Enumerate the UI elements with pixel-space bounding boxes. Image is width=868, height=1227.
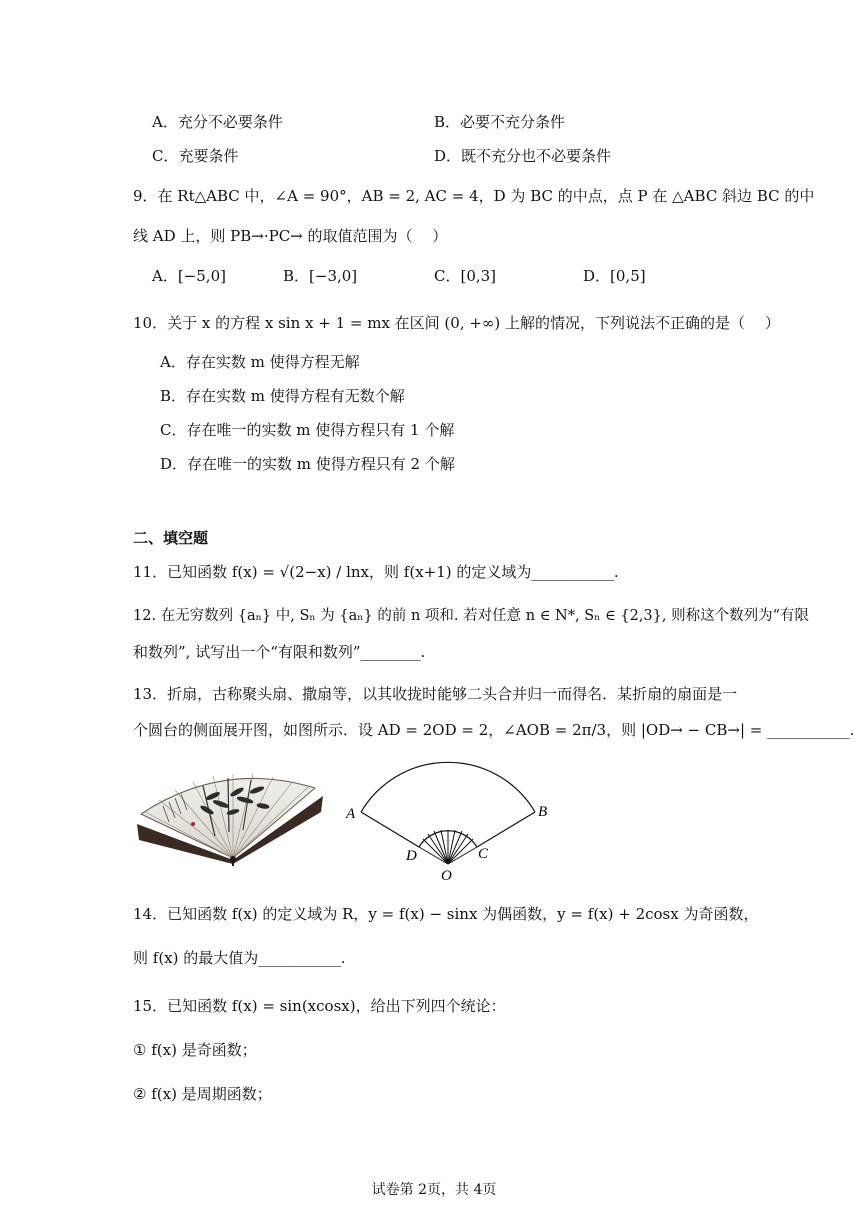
- q15-item-2: ② f(x) 是周期函数；: [133, 1085, 272, 1103]
- q8-option-a: A．充分不必要条件: [152, 113, 283, 131]
- q15-stem: 15．已知函数 f(x) = sin(xcosx)，给出下列四个统论：: [133, 997, 506, 1015]
- q10-option-b: B．存在实数 m 使得方程有无数个解: [160, 387, 405, 405]
- label-a: A: [346, 806, 356, 822]
- q10-option-c: C．存在唯一的实数 m 使得方程只有 1 个解: [160, 421, 455, 439]
- q14-stem-line1: 14．已知函数 f(x) 的定义域为 R，y = f(x) − sinx 为偶函数，y = f(x) + 2cosx 为奇函数，: [133, 905, 759, 923]
- label-c: C: [478, 846, 489, 862]
- q10-option-d: D．存在唯一的实数 m 使得方程只有 2 个解: [160, 455, 455, 473]
- q13-stem-line1: 13．折扇，古称聚头扇、撒扇等，以其收拢时能够二头合并归一而得名．某折扇的扇面是一: [133, 685, 738, 703]
- q8-option-c: C．充要条件: [152, 147, 239, 165]
- label-d: D: [406, 848, 417, 864]
- page-footer: 试卷第 2页，共 4页: [371, 1182, 497, 1198]
- q15-item-1: ① f(x) 是奇函数；: [133, 1041, 257, 1059]
- folding-fan-photo: [133, 766, 328, 866]
- section-title: 二、填空题: [133, 529, 209, 547]
- q9-option-c: C．[0,3]: [434, 267, 497, 285]
- q9-stem-line2: 线 AD 上，则 PB→·PC→ 的取值范围为（ ）: [133, 227, 448, 245]
- outer-arc: [361, 762, 535, 812]
- q13-stem-line2: 个圆台的侧面展开图，如图所示．设 AD = 2OD = 2，∠AOB = 2π/3，则 |OD→ − CB→| = ___________.: [133, 721, 855, 739]
- q10-stem: 10．关于 x 的方程 x sin x + 1 = mx 在区间 (0, +∞) 上解的情况，下列说法不正确的是（ ）: [133, 314, 780, 332]
- q10-option-a: A．存在实数 m 使得方程无解: [160, 353, 360, 371]
- q12-stem-line2: 和数列”, 试写出一个“有限和数列”________.: [133, 643, 426, 661]
- q11-stem: 11．已知函数 f(x) = √(2−x) / lnx，则 f(x+1) 的定义域为___________.: [133, 563, 619, 581]
- label-o: O: [441, 868, 452, 884]
- label-b: B: [538, 804, 548, 820]
- fan-geometry-diagram: [340, 752, 560, 887]
- q9-option-d: D．[0,5]: [583, 267, 646, 285]
- q14-stem-line2: 则 f(x) 的最大值为___________.: [133, 949, 346, 967]
- q9-option-a: A．[−5,0]: [152, 267, 226, 285]
- q8-option-b: B．必要不充分条件: [434, 113, 566, 131]
- q8-option-d: D．既不充分也不必要条件: [434, 147, 612, 165]
- q9-option-b: B．[−3,0]: [283, 267, 358, 285]
- q9-stem-line1: 9．在 Rt△ABC 中，∠A = 90°，AB = 2, AC = 4，D 为 BC 的中点，点 P 在 △ABC 斜边 BC 的中: [133, 187, 815, 205]
- q12-stem-line1: 12. 在无穷数列 {aₙ} 中, Sₙ 为 {aₙ} 的前 n 项和. 若对任意 n ∈ N*, Sₙ ∈ {2,3}, 则称这个数列为“有限: [133, 608, 810, 624]
